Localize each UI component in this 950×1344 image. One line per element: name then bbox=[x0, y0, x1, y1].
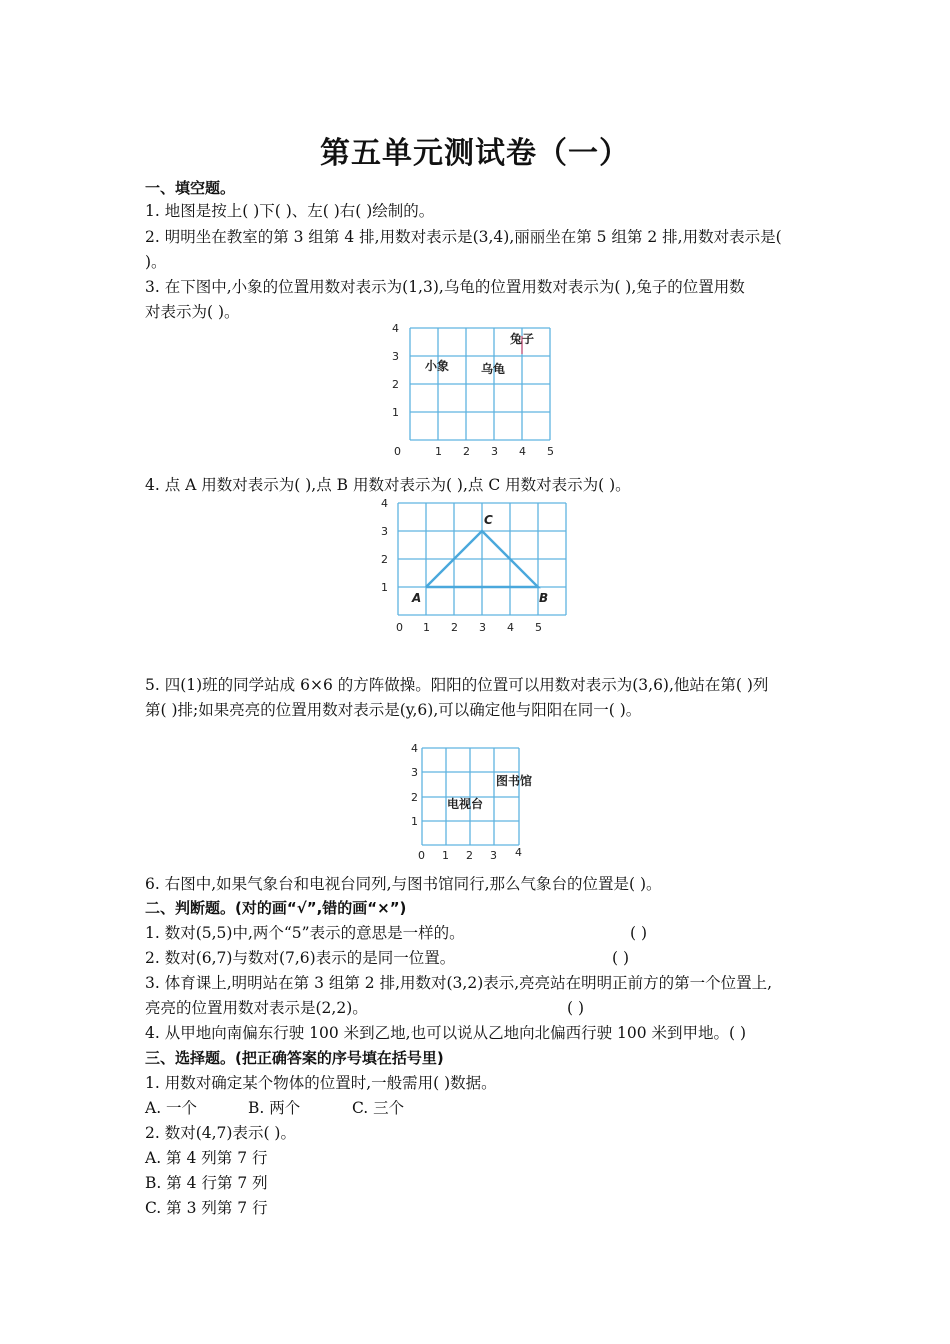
x-tick: 0 bbox=[396, 621, 403, 634]
fill-q6: 6. 右图中,如果气象台和电视台同列,与图书馆同行,那么气象台的位置是( )。 bbox=[145, 875, 662, 893]
choice-q2-option-a[interactable]: A. 第 4 列第 7 行 bbox=[145, 1149, 268, 1167]
y-tick: 3 bbox=[411, 766, 418, 779]
y-tick: 2 bbox=[392, 378, 399, 391]
x-tick: 0 bbox=[394, 445, 401, 458]
choice-q1-option-c[interactable]: C. 三个 bbox=[352, 1099, 405, 1117]
judge-q4: 4. 从甲地向南偏东行驶 100 米到乙地,也可以说从乙地向北偏西行驶 100 米到甲地。( ) bbox=[145, 1024, 747, 1042]
judge-q3-line2: 亮亮的位置用数对表示是(2,2)。 bbox=[145, 999, 368, 1017]
x-tick: 1 bbox=[442, 849, 449, 862]
section-judge-heading: 二、判断题。(对的画“√”,错的画“×”) bbox=[145, 899, 407, 917]
x-tick: 3 bbox=[491, 445, 498, 458]
y-tick: 1 bbox=[411, 815, 418, 828]
y-tick: 1 bbox=[392, 406, 399, 419]
section-choice-heading: 三、选择题。(把正确答案的序号填在括号里) bbox=[145, 1049, 444, 1067]
choice-q2-option-b[interactable]: B. 第 4 行第 7 列 bbox=[145, 1174, 268, 1192]
x-tick: 5 bbox=[547, 445, 554, 458]
x-tick: 4 bbox=[515, 846, 522, 859]
x-tick: 3 bbox=[479, 621, 486, 634]
y-tick: 3 bbox=[381, 525, 388, 538]
fill-q3-line1: 3. 在下图中,小象的位置用数对表示为(1,3),乌龟的位置用数对表示为( ),兔子的位置用数 bbox=[145, 278, 745, 296]
x-tick: 4 bbox=[507, 621, 514, 634]
x-tick: 1 bbox=[435, 445, 442, 458]
label-tv-station: 电视台 bbox=[447, 797, 484, 811]
fill-q3-line2: 对表示为( )。 bbox=[145, 303, 240, 321]
y-tick: 2 bbox=[411, 791, 418, 804]
x-tick: 5 bbox=[535, 621, 542, 634]
label-turtle: 乌龟 bbox=[481, 362, 506, 376]
grid-figure-buildings bbox=[406, 742, 546, 866]
y-tick: 1 bbox=[381, 581, 388, 594]
grid-figure-triangle bbox=[376, 494, 576, 640]
x-tick: 2 bbox=[466, 849, 473, 862]
label-rabbit: 兔子 bbox=[510, 332, 535, 346]
choice-q1-option-a[interactable]: A. 一个 bbox=[145, 1099, 198, 1117]
choice-q1: 1. 用数对确定某个物体的位置时,一般需用( )数据。 bbox=[145, 1074, 497, 1092]
grid-figure-animals bbox=[385, 318, 565, 462]
label-library: 图书馆 bbox=[496, 774, 533, 788]
y-tick: 2 bbox=[381, 553, 388, 566]
judge-q1-answer[interactable]: ( ) bbox=[630, 924, 648, 942]
x-tick: 4 bbox=[519, 445, 526, 458]
fill-q2-line2: )。 bbox=[145, 253, 167, 271]
fill-q5-line2: 第( )排;如果亮亮的位置用数对表示是(y,6),可以确定他与阳阳在同一( )。 bbox=[145, 701, 642, 719]
x-tick: 1 bbox=[423, 621, 430, 634]
label-elephant: 小象 bbox=[425, 359, 450, 373]
fill-q4: 4. 点 A 用数对表示为( ),点 B 用数对表示为( ),点 C 用数对表示为( )。 bbox=[145, 476, 631, 494]
fill-q1: 1. 地图是按上( )下( )、左( )右( )绘制的。 bbox=[145, 202, 435, 220]
judge-q3-answer[interactable]: ( ) bbox=[567, 999, 585, 1017]
choice-q1-option-b[interactable]: B. 两个 bbox=[248, 1099, 301, 1117]
section-fill-heading: 一、填空题。 bbox=[145, 179, 236, 197]
fill-q5-line1: 5. 四(1)班的同学站成 6×6 的方阵做操。阳阳的位置可以用数对表示为(3,6),他站在第( )列 bbox=[145, 676, 769, 694]
judge-q2-answer[interactable]: ( ) bbox=[612, 949, 630, 967]
x-tick: 2 bbox=[463, 445, 470, 458]
judge-q3-line1: 3. 体育课上,明明站在第 3 组第 2 排,用数对(3,2)表示,亮亮站在明明正前方的第一个位置上, bbox=[145, 974, 773, 992]
x-tick: 3 bbox=[490, 849, 497, 862]
x-tick: 2 bbox=[451, 621, 458, 634]
fill-q2-line1: 2. 明明坐在教室的第 3 组第 4 排,用数对表示是(3,4),丽丽坐在第 5 组第 2 排,用数对表示是( bbox=[145, 228, 782, 246]
y-tick: 3 bbox=[392, 350, 399, 363]
label-point-a: A bbox=[412, 591, 422, 605]
y-tick: 4 bbox=[392, 322, 399, 335]
label-point-b: B bbox=[539, 591, 549, 605]
judge-q1: 1. 数对(5,5)中,两个“5”表示的意思是一样的。 bbox=[145, 924, 465, 942]
y-tick: 4 bbox=[381, 497, 388, 510]
judge-q2: 2. 数对(6,7)与数对(7,6)表示的是同一位置。 bbox=[145, 949, 456, 967]
choice-q2: 2. 数对(4,7)表示( )。 bbox=[145, 1124, 296, 1142]
choice-q2-option-c[interactable]: C. 第 3 列第 7 行 bbox=[145, 1199, 268, 1217]
label-point-c: C bbox=[484, 513, 493, 527]
page-title: 第五单元测试卷（一） bbox=[320, 136, 630, 171]
y-tick: 4 bbox=[411, 742, 418, 755]
x-tick: 0 bbox=[418, 849, 425, 862]
